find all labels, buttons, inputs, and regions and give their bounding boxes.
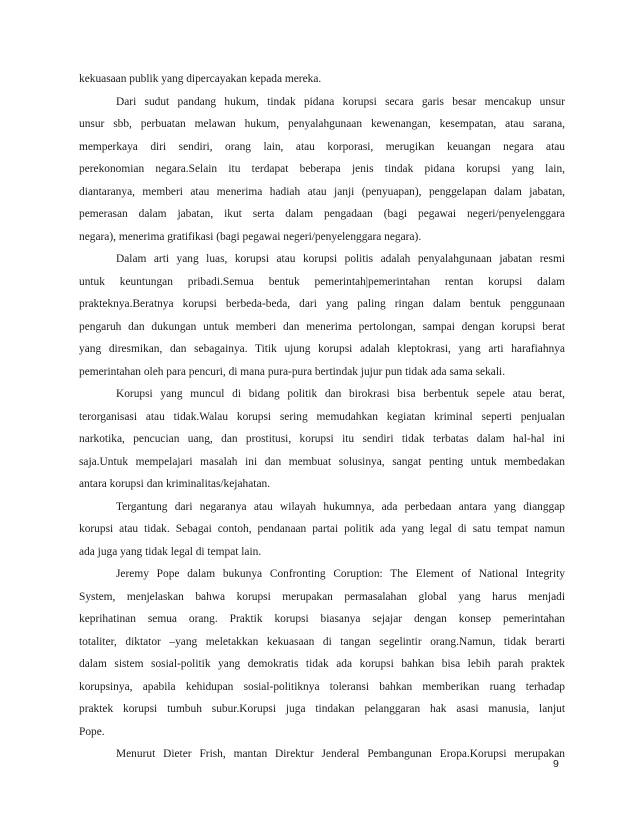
body-text — [79, 68, 565, 766]
text-line-8: negara), menerima gratifikasi (bagi pegawai negeri/penyelenggara negara). — [79, 230, 422, 243]
text-line-6: diantaranya, memberi atau menerima hadiah atau janji (penyuapan), penggelapan dalam jabatan, — [79, 185, 565, 198]
text-line-2: Dari sudut pandang hukum, tindak pidana korupsi secara garis besar mencakup unsur — [116, 95, 565, 108]
text-line-25: keprihatinan semua orang. Praktik korupsi biasanya sejajar dengan konsep pemerintahan — [79, 613, 565, 625]
text-line-29: praktek korupsi tumbuh subur.Korupsi juga tindakan pelanggaran hak asasi manusia, lanjut — [79, 703, 565, 715]
text-line-26: totaliter, diktator –yang meletakkan kekuasaan di tangan segelintir orang.Namun, tidak berarti — [79, 635, 565, 648]
text-line-24: System, menjelaskan bahwa korupsi merupakan permasalahan global yang harus menjadi — [79, 590, 565, 603]
text-line-13: yang diresmikan, dan sebagainya. Titik ujung korupsi adalah kleptokrasi, yang arti harafiahnya — [79, 343, 565, 355]
text-line-30: Pope. — [79, 725, 105, 738]
text-line-21: korupsi atau tidak. Sebagai contoh, pendanaan partai politik ada yang legal di satu tempat namun — [79, 523, 565, 535]
text-line-20: Tergantung dari negaranya atau wilayah hukumnya, ada perbedaan antara yang dianggap — [116, 500, 565, 513]
text-line-9: Dalam arti yang luas, korupsi atau korupsi politis adalah penyalahgunaan jabatan resmi — [116, 253, 565, 265]
text-line-23: Jeremy Pope dalam bukunya Confronting Coruption: The Element of National Integrity — [116, 568, 565, 580]
page-number: 9 — [553, 758, 559, 770]
text-line-27: dalam sistem sosial-politik yang demokratis tidak ada korupsi bahkan bisa lebih parah praktek — [79, 658, 565, 670]
text-line-16: terorganisasi atau tidak.Walau korupsi sering memudahkan kegiatan kriminal seperti penjualan — [79, 410, 565, 423]
text-line-1: kekuasaan publik yang dipercayakan kepada mereka. — [79, 73, 322, 85]
text-line-3: unsur sbb, perbuatan melawan hukum, penyalahgunaan kewenangan, kesempatan, atau sarana, — [79, 118, 565, 130]
text-line-4: memperkaya diri sendiri, orang lain, atau korporasi, merugikan keuangan negara atau — [79, 140, 565, 153]
text-line-14: pemerintahan oleh para pencuri, di mana pura-pura bertindak jujur pun tidak ada sama sekali. — [79, 365, 506, 378]
text-line-11: prakteknya.Beratnya korupsi berbeda-beda, dari yang paling ringan dalam bentuk penggunaan — [79, 298, 565, 310]
text-line-7: pemerasan dalam jabatan, ikut serta dalam pengadaan (bagi pegawai negeri/penyelenggara — [79, 208, 565, 220]
text-line-18: saja.Untuk mempelajari masalah ini dan membuat solusinya, sangat penting untuk membedakan — [79, 455, 565, 468]
text-line-22: ada juga yang tidak legal di tempat lain. — [79, 545, 262, 558]
text-line-12: pengaruh dan dukungan untuk memberi dan menerima pertolongan, sampai dengan korupsi berat — [79, 320, 565, 333]
text-line-10: untuk keuntungan pribadi.Semua bentuk pemerintah|pemerintahan rentan korupsi dalam — [79, 275, 565, 288]
text-line-5: perekonomian negara.Selain itu terdapat beberapa jenis tindak pidana korupsi yang lain, — [79, 163, 565, 175]
text-line-31: Menurut Dieter Frish, mantan Direktur Jenderal Pembangunan Eropa.Korupsi merupakan — [116, 748, 565, 760]
text-line-28: korupsinya, apabila kehidupan sosial-politiknya toleransi bahkan memberikan ruang terhadap — [79, 680, 565, 693]
text-line-19: antara korupsi dan kriminalitas/kejahatan. — [79, 478, 271, 490]
text-line-17: narkotika, pencucian uang, dan prostitusi, korupsi itu sendiri tidak terbatas dalam hal-hal ini — [79, 433, 565, 445]
text-line-15: Korupsi yang muncul di bidang politik dan birokrasi bisa berbentuk sepele atau berat, — [116, 388, 565, 400]
